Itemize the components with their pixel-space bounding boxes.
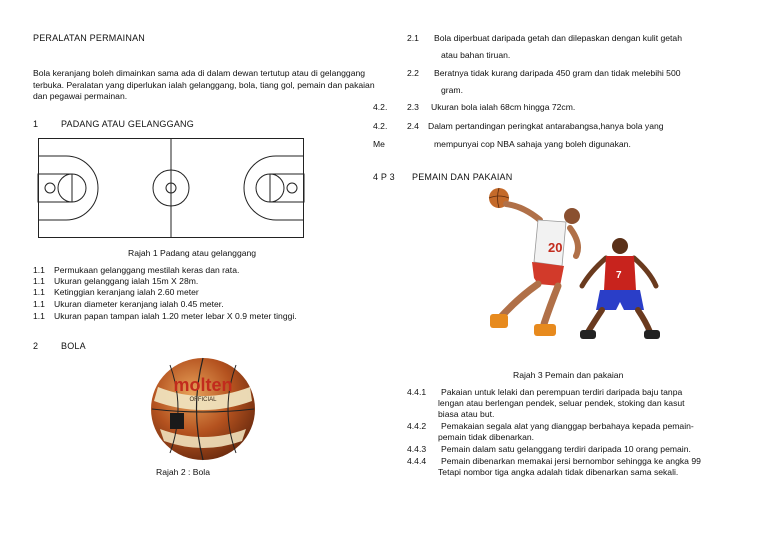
court-diagram [38,138,304,238]
court-item-number: 1.1 [33,276,45,286]
ball-item-text: Beratnya tidak kurang daripada 450 gram dan tidak melebihi 500 [434,68,681,78]
court-item-number: 1.1 [33,299,45,309]
player-item-text: pemain tidak dibenarkan. [438,432,535,442]
page-title: PERALATAN PERMAINAN [33,33,145,43]
intro-paragraph: Bola keranjang boleh dimainkan sama ada di dalam dewan tertutup atau di gelanggang terbuka. Peralatan yang diperlukan ialah gelanggang, bola, tiang gol, pemain dan pakaian dan pegawai permainan. [33,68,375,101]
section1-number: 1 [33,119,39,129]
ball-item-number: 2.2 [407,68,419,78]
court-item-text: Ukuran gelanggang ialah 15m X 28m. [54,276,199,286]
ball-item-prefix: 4.2. [373,121,388,131]
ball-item-text: gram. [441,85,463,95]
court-item-text: Ukuran diameter keranjang ialah 0.45 meter. [54,299,224,309]
player-item-text: Pemain dibenarkan memakai jersi bernombor sehingga ke angka 99 [441,456,701,466]
ball-brand-label: molten [173,375,233,395]
player-item-number: 4.4.1 [407,387,427,397]
section2-number: 2 [33,341,39,351]
ball-item-number: 2.4 [407,121,419,131]
player-item-text: Pemain dalam satu gelanggang terdiri daripada 10 orang pemain. [441,444,691,454]
player-item-text: lengan atau berlengan pendek, seluar pendek, stoking dan kasut [438,398,685,408]
ball-item-prefix: 4.2. [373,102,388,112]
player-20 [490,204,580,336]
ball-item-number: 2.3 [407,102,419,112]
ball-item-text: Ukuran bola ialah 68cm hingga 72cm. [431,102,576,112]
right-basket [287,183,297,193]
section3-number: 4 P 3 [373,172,395,182]
section3-title: PEMAIN DAN PAKAIAN [412,172,513,182]
court-item-number: 1.1 [33,287,45,297]
section2-title: BOLA [61,341,86,351]
player-item-number: 4.4.2 [407,421,427,431]
left-basket [45,183,55,193]
player-item-text: Pakaian untuk lelaki dan perempuan terdiri daripada baju tanpa [441,387,683,397]
basketball-image [150,357,256,461]
figure2-caption: Rajah 2 : Bola [156,467,210,477]
section1-title: PADANG ATAU GELANGGANG [61,119,194,129]
ball-item-text: Dalam pertandingan peringkat antarabangsa,hanya bola yang [428,121,664,131]
ball-item-text: atau bahan tiruan. [441,50,511,60]
ball-item-number: 2.1 [407,33,419,43]
court-item-number: 1.1 [33,311,45,321]
player-item-number: 4.4.3 [407,444,427,454]
ball-item-prefix: Me [373,139,385,149]
players-illustration [478,186,678,342]
player-item-number: 4.4.4 [407,456,427,466]
figure3-caption: Rajah 3 Pemain dan pakaian [513,370,624,380]
court-item-text: Permukaan gelanggang mestilah keras dan rata. [54,265,240,275]
player-item-text: Tetapi nombor tiga angka adalah tidak dibenarkan sama sekali. [438,467,679,477]
jersey-number-right: 7 [616,270,622,281]
court-item-text: Ukuran papan tampan ialah 1.20 meter lebar X 0.9 meter tinggi. [54,311,297,321]
court-item-text: Ketinggian keranjang ialah 2.60 meter [54,287,199,297]
player-item-text: biasa atau but. [438,409,495,419]
left-three-point-arc [38,156,98,220]
figure1-caption: Rajah 1 Padang atau gelanggang [128,248,257,258]
ball-sub-label: OFFICIAL [189,397,217,403]
ball-item-text: mempunyai cop NBA sahaja yang boleh digunakan. [434,139,631,149]
court-item-number: 1.1 [33,265,45,275]
jersey-number-left: 20 [548,240,563,255]
player-item-text: Pemakaian segala alat yang dianggap berbahaya kepada pemain- [441,421,694,431]
player-7 [580,238,660,339]
ball-item-text: Bola diperbuat daripada getah dan dilepaskan dengan kulit getah [434,33,682,43]
right-three-point-arc [244,156,304,220]
